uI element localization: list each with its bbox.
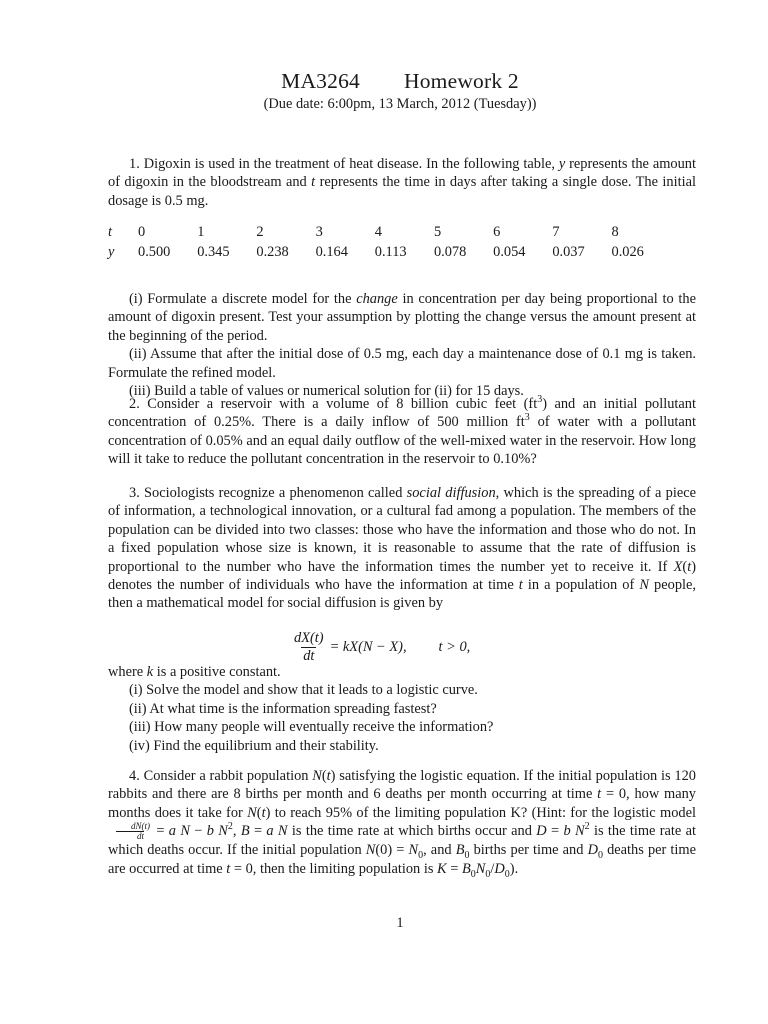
table-cell: 0.238 (256, 244, 289, 260)
math-symbol: t (326, 768, 331, 784)
subscript: 0 (418, 850, 424, 862)
table-cell: 0.345 (197, 244, 230, 260)
math-symbol: N (408, 842, 419, 859)
math-symbol: N (365, 842, 376, 859)
math-symbol: k (146, 664, 154, 680)
math-symbol: t (261, 804, 266, 821)
superscript: 2 (227, 821, 233, 833)
problem-1-part-i: (i) Formulate a discrete model for the change in concentration per day being proportional to the amount of digoxin present. Test your assumption by plotting the change versus the amount present at the beginning of the period. (108, 291, 696, 344)
subscript: 0 (464, 850, 470, 862)
emphasis-text: social diffusion (406, 485, 496, 501)
due-date: (Due date: 6:00pm, 13 March, 2012 (Tuesday)) (263, 96, 537, 112)
problem-1-intro: 1. Digoxin is used in the treatment of heat disease. In the following table, y represents the amount of digoxin in the bloodstream and t represents the time in days after taking a single dose. The initial dosage is 0.5 mg. (108, 156, 696, 209)
table-cell: 2 (256, 224, 264, 240)
math-symbol: N (639, 577, 649, 594)
problem-1-part-ii: (ii) Assume that after the initial dose of 0.5 mg, each day a maintenance dose of 0.1 mg is taken. Formulate the refined model. (108, 346, 696, 381)
problem-4 (108, 767, 696, 878)
math-symbol: D (536, 823, 547, 840)
math-symbol: N (247, 804, 257, 821)
math-symbol: t (687, 558, 692, 575)
subscript: 0 (597, 850, 603, 862)
problem-3-part-iii: (iii) How many people will eventually receive the information? (129, 719, 494, 736)
problem-3 (108, 484, 696, 613)
course-code: MA3264 (281, 69, 360, 93)
subscript: 0 (504, 868, 510, 880)
table-cell: 8 (611, 224, 619, 240)
superscript: 2 (584, 821, 590, 833)
math-symbol: t (226, 860, 231, 877)
table-cell: 4 (374, 224, 382, 240)
math-symbol: a N (168, 823, 190, 840)
page-number: 1 (396, 915, 404, 931)
math-symbol: a N (266, 823, 288, 840)
digoxin-table (108, 222, 671, 262)
table-cell: 0.037 (552, 244, 585, 260)
superscript: 3 (537, 394, 543, 406)
table-cell: 0.078 (433, 244, 467, 260)
table-cell: 7 (552, 224, 560, 240)
problem-2 (108, 395, 696, 469)
problem-3-parts (108, 663, 696, 755)
title-block (0, 68, 768, 114)
math-symbol: N (312, 768, 322, 784)
table-cell: 0.054 (493, 244, 526, 260)
problem-2-text: 2. Consider a reservoir with a volume of 8 billion cubic feet $(ft^3)$ and an initial pollutant concentration of 0.25%. There is a daily inflow of 500 million $ft^3$ of water with a pollutant concentration of 0.05% and an equal daily outflow of the well-mixed water in the reservoir. How long will it take to reduce the pollutant concentration in the reservoir to 0.10%? (108, 394, 696, 468)
problem-3-text: 3. Sociologists recognize a phenomenon called social diffusion, which is the spreading of a piece of information, a technological innovation, or a cultural fad among a population. The members of the population can be divided into two classes: those who have the information and those who do not. In a fixed population whose size is known, it is reasonable to assume that the rate of diffusion is proportional to the number who have the information times the number yet to receive it. If X(t) denotes the number of individuals who have the information at time t in a population of N people, then a mathematical model for social diffusion is given by (108, 485, 696, 612)
problem-1-intro-block (108, 155, 696, 210)
page-title (0, 68, 768, 94)
math-symbol: t (311, 174, 316, 191)
table-cell: 0.164 (315, 244, 348, 260)
inline-fraction-numerator: dN(t) (131, 821, 150, 832)
subscript: 0 (470, 868, 476, 880)
problem-3-part-i: (i) Solve the model and show that it leads to a logistic curve. (129, 682, 478, 699)
table-cell: 6 (493, 224, 501, 240)
superscript: 3 (524, 412, 530, 424)
table-cell: 1 (197, 224, 205, 240)
math-symbol: B (461, 860, 471, 877)
fraction-numerator: dX(t) (294, 629, 324, 646)
row-label-y: y (108, 244, 115, 260)
equation-condition: t > 0, (438, 638, 471, 655)
subscript: 0 (485, 868, 491, 880)
problem-1-part-iii: (iii) Build a table of values or numerical solution for (ii) for 15 days. (129, 383, 524, 400)
math-symbol: D (494, 860, 505, 877)
inline-fraction (110, 822, 150, 841)
row-label-t: t (108, 224, 112, 240)
problem-1-parts (108, 290, 696, 400)
assignment-name: Homework 2 (403, 69, 519, 93)
math-symbol: y (558, 156, 566, 172)
table-cell: 0.113 (374, 244, 407, 260)
problem-4-text: 4. Consider a rabbit population N(t) satisfying the logistic equation. If the initial population is 120 rabbits and there are 8 births per month and 6 deaths per month occurring at time t = 0, how many months does it take for N(t) to reach 95% of the limiting population K? (Hint: for the logistic model $\frac{dN(t)}{dt}$ = a N − b $N^2$, B = a N is the time rate at which births occur and D = b $N^2$ is the time rate at which deaths occur. If the initial population $N(0) = N_0$, and $B_0$ births per time and $D_0$ deaths per time are occurred at time t = 0, then the limiting population is $K = B_0N_0/D_0$). (108, 768, 697, 880)
math-symbol: t (518, 577, 523, 594)
table-cell: 3 (315, 224, 323, 240)
math-symbol: K (437, 860, 447, 877)
table-cell: 0.026 (611, 244, 644, 260)
problem-3-where: where k is a positive constant. (108, 664, 281, 680)
math-symbol: B (455, 842, 465, 859)
table-cell: 0 (138, 224, 146, 240)
table-cell: 5 (433, 224, 442, 240)
table-row-time (108, 222, 671, 242)
fraction-denominator: dt (303, 647, 315, 664)
math-symbol: N (475, 860, 486, 877)
math-symbol: b N (206, 823, 228, 840)
problem-3-part-iv: (iv) Find the equilibrium and their stability. (129, 737, 379, 754)
problem-3-part-ii: (ii) At what time is the information spreading fastest? (129, 700, 437, 717)
math-symbol: b N (563, 823, 585, 840)
inline-fraction-denominator: dt (116, 831, 144, 841)
table-row-amount (108, 242, 671, 262)
equation-rhs: = kX(N − X), (329, 638, 407, 655)
math-symbol: X (673, 558, 683, 575)
derivative-fraction (292, 630, 326, 665)
math-symbol: t (597, 786, 602, 803)
math-symbol: B (240, 823, 250, 840)
emphasis-text: change (356, 291, 398, 307)
math-symbol: D (587, 842, 598, 859)
table-cell: 0.500 (138, 244, 171, 260)
diffusion-equation (292, 627, 470, 667)
